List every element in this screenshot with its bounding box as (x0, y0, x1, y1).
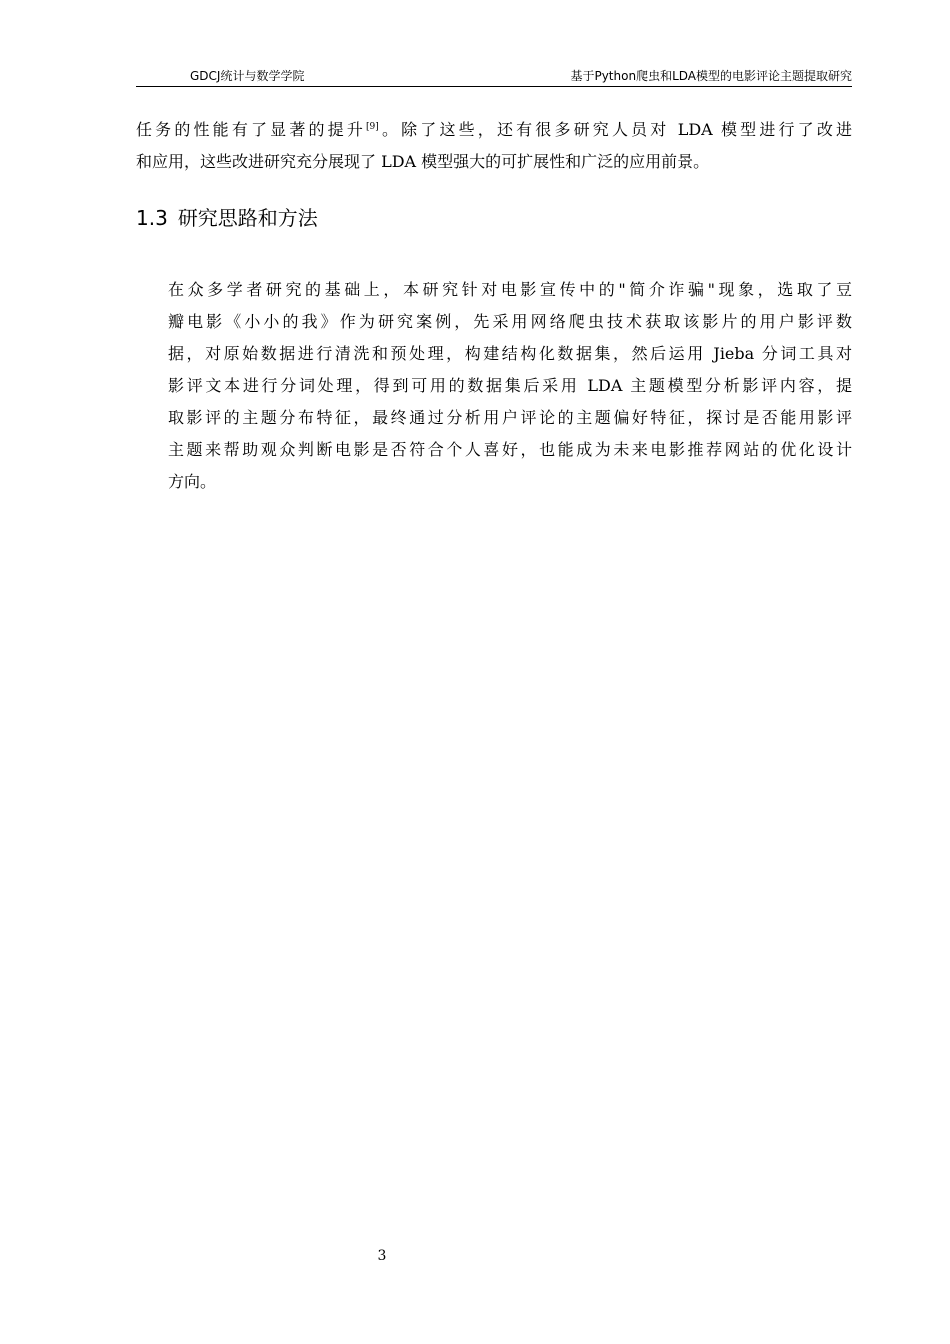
line-text: 任务的性能有了显著的提升 (136, 120, 367, 139)
paragraph-line: 据，对原始数据进行清洗和预处理，构建结构化数据集，然后运用 Jieba 分词工具对 (168, 344, 852, 363)
paragraph-line: 取影评的主题分布特征，最终通过分析用户评论的主题偏好特征，探讨是否能用影评 (168, 408, 852, 427)
paragraph-line: 在众多学者研究的基础上，本研究针对电影宣传中的"简介诈骗"现象，选取了豆 (168, 280, 852, 299)
paragraph-line: 和应用，这些改进研究充分展现了 LDA 模型强大的可扩展性和广泛的应用前景。 (136, 152, 710, 171)
page-header (136, 64, 852, 87)
paragraph-line: 主题来帮助观众判断电影是否符合个人喜好，也能成为未来电影推荐网站的优化设计 (168, 440, 852, 459)
section-heading (136, 200, 318, 236)
citation-reference: [9] (366, 122, 379, 132)
header-institution: GDCJ统计与数学学院 (190, 69, 305, 83)
method-paragraph (136, 274, 852, 498)
paragraph-line (136, 114, 852, 146)
paragraph-line: 瓣电影《小小的我》作为研究案例，先采用网络爬虫技术获取该影片的用户影评数 (168, 312, 852, 331)
intro-paragraph (136, 114, 852, 178)
section-number: 1.3 (136, 206, 168, 230)
page-number: 3 (377, 1248, 387, 1264)
header-thesis-title: 基于Python爬虫和LDA模型的电影评论主题提取研究 (570, 69, 852, 83)
section-title: 研究思路和方法 (177, 206, 318, 230)
paragraph-line: 方向。 (168, 472, 217, 491)
paragraph-line: 影评文本进行分词处理，得到可用的数据集后采用 LDA 主题模型分析影评内容，提 (168, 376, 852, 395)
line-text: 。除了这些，还有很多研究人员对 LDA 模型进行了改进 (378, 120, 852, 139)
